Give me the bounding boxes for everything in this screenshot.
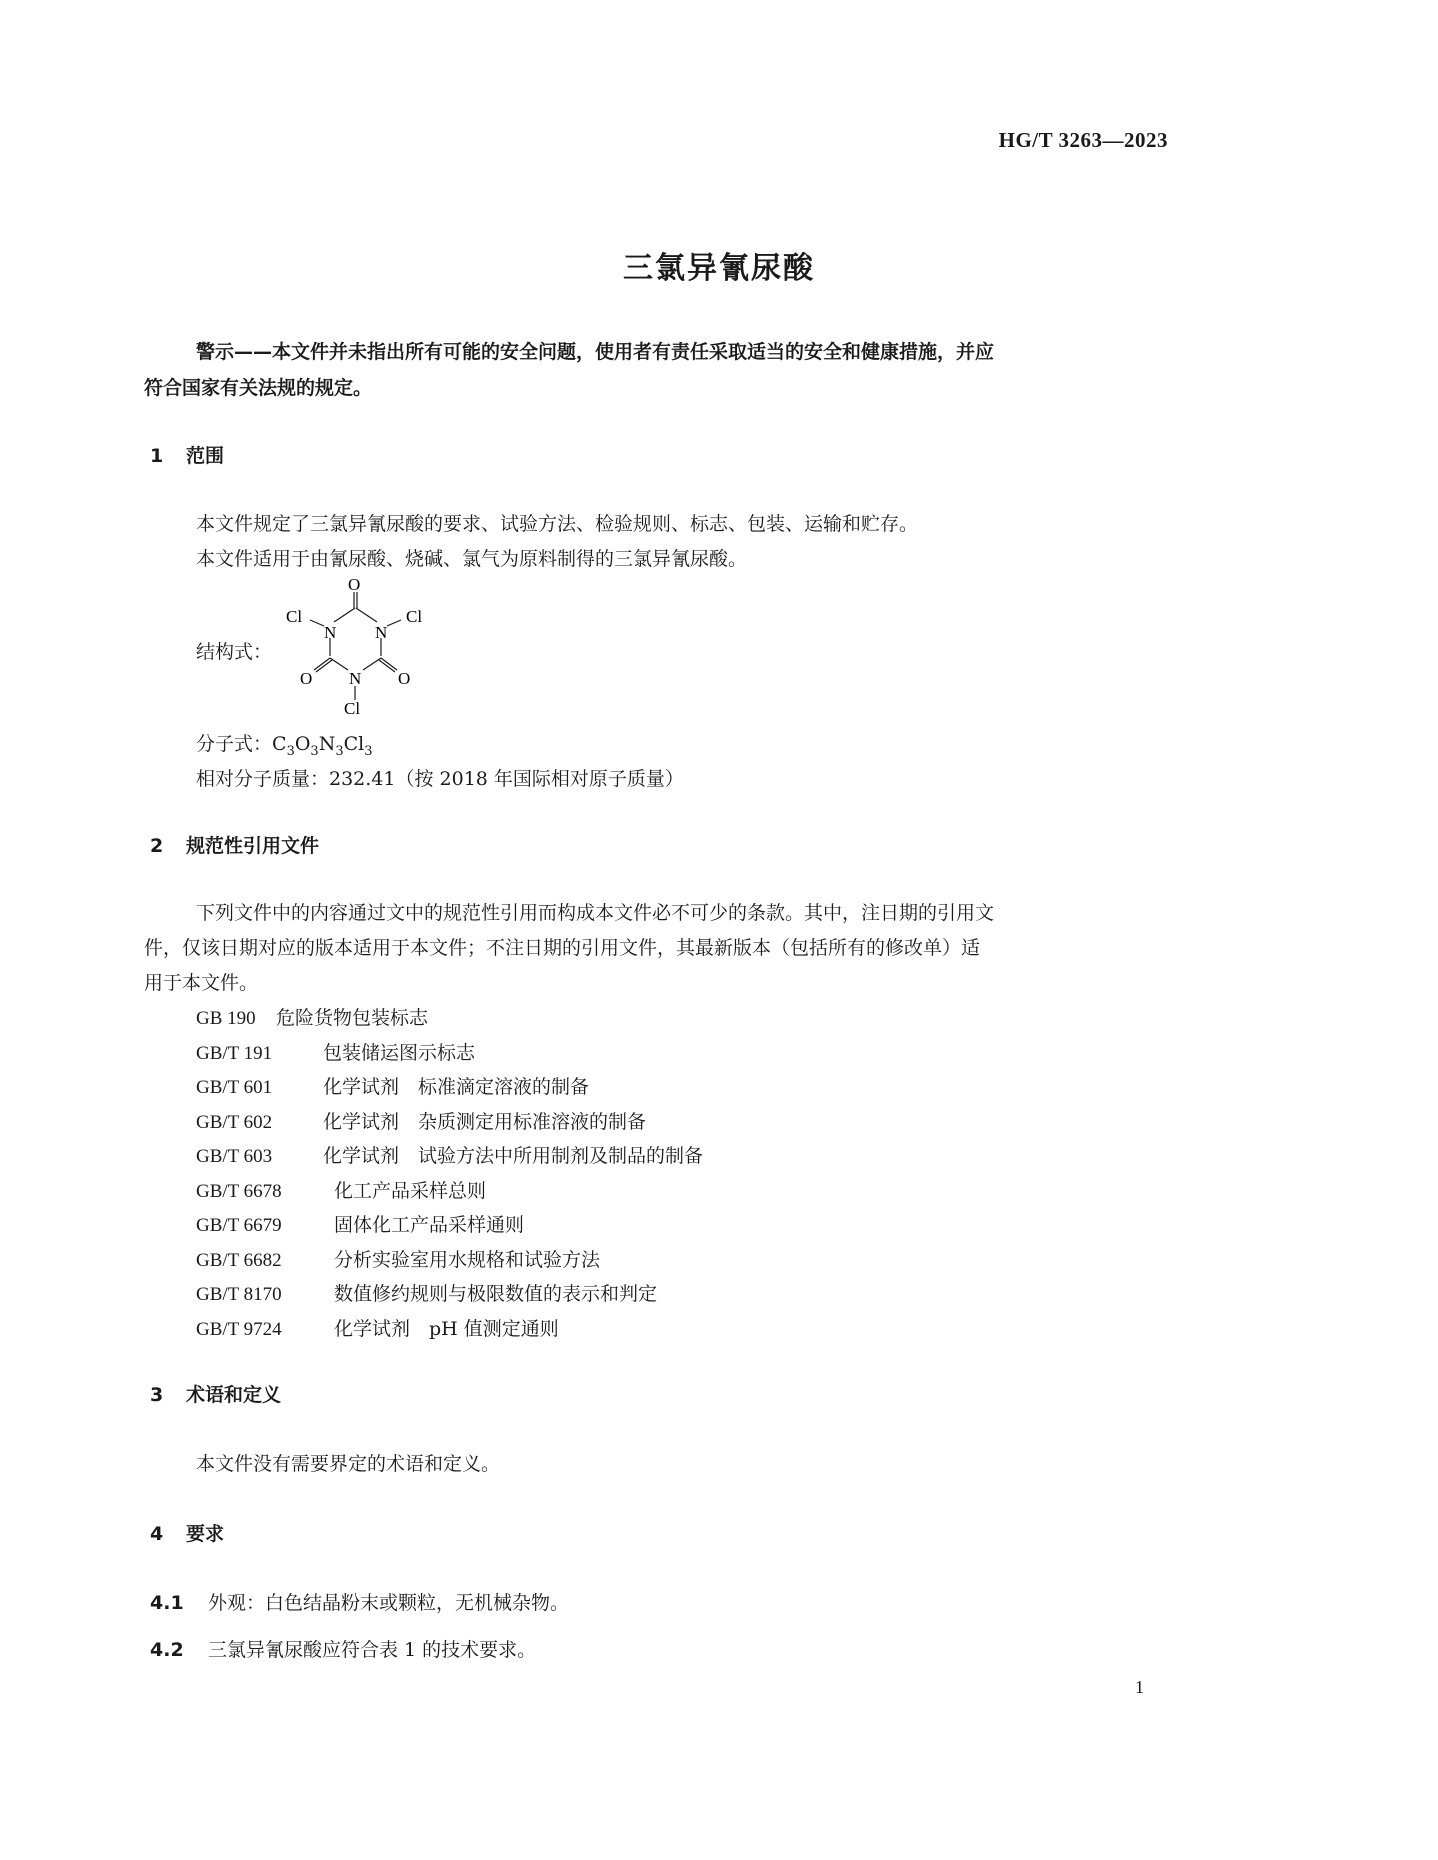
- atom-cl-bottom: Cl: [344, 699, 361, 716]
- section-title: 要求: [186, 1523, 225, 1545]
- formula-element-n: N: [318, 733, 336, 755]
- atom-cl-left: Cl: [286, 607, 303, 626]
- requirement-item: [150, 1588, 569, 1615]
- reference-item: [196, 1279, 657, 1306]
- reference-code: GB/T 601: [196, 1077, 273, 1098]
- structure-label: 结构式：: [196, 641, 273, 663]
- requirement-text: 外观：白色结晶粉末或颗粒，无机械杂物。: [208, 1592, 570, 1614]
- reference-item: [196, 1314, 559, 1341]
- formula-subscript: 3: [286, 743, 295, 759]
- requirement-item: [150, 1635, 536, 1662]
- section-number: 3: [150, 1384, 164, 1406]
- reference-code: GB 190: [196, 1008, 256, 1029]
- reference-code: GB/T 9724: [196, 1319, 282, 1340]
- formula-element-c: C: [272, 733, 287, 755]
- reference-code: GB/T 6678: [196, 1181, 282, 1202]
- section-3-heading: [150, 1380, 281, 1407]
- section-2-heading: [150, 831, 319, 858]
- reference-code: GB/T 603: [196, 1146, 273, 1167]
- reference-item: [196, 1210, 524, 1237]
- reference-title: 数值修约规则与极限数值的表示和判定: [334, 1283, 658, 1305]
- atom-cl-right: Cl: [406, 607, 423, 626]
- formula-element-cl: Cl: [343, 733, 365, 755]
- scope-paragraph-1: 本文件规定了三氯异氰尿酸的要求、试验方法、检验规则、标志、包装、运输和贮存。: [196, 513, 919, 535]
- section-title: 术语和定义: [186, 1384, 282, 1406]
- requirement-text: 三氯异氰尿酸应符合表 1 的技术要求。: [208, 1639, 537, 1661]
- reference-title: 化工产品采样总则: [334, 1180, 487, 1202]
- intro-line-3: 用于本文件。: [144, 972, 259, 994]
- reference-title: 分析实验室用水规格和试验方法: [334, 1249, 601, 1271]
- reference-title: 化学试剂 试验方法中所用制剂及制品的制备: [323, 1145, 704, 1167]
- molecular-formula: [196, 729, 373, 759]
- section-number: 1: [150, 445, 164, 467]
- atom-n-right: N: [375, 623, 388, 642]
- section-title: 范围: [186, 445, 225, 467]
- reference-code: GB/T 191: [196, 1043, 273, 1064]
- requirement-number: 4.2: [150, 1639, 184, 1661]
- section-number: 4: [150, 1523, 164, 1545]
- warning-line-1: 警示——本文件并未指出所有可能的安全问题，使用者有责任采取适当的安全和健康措施，并应: [196, 341, 995, 363]
- reference-title: 危险货物包装标志: [276, 1007, 429, 1029]
- atom-n-bottom: N: [349, 669, 362, 688]
- intro-line-1: 下列文件中的内容通过文中的规范性引用而构成本文件必不可少的条款。其中，注日期的引用文: [196, 902, 995, 924]
- atom-o-left: O: [300, 669, 313, 688]
- formula-subscript: 3: [335, 743, 344, 759]
- section-1-heading: [150, 441, 224, 468]
- page-number: 1: [1135, 1677, 1144, 1697]
- reference-item: [196, 1141, 703, 1168]
- references-intro: [144, 896, 1170, 1001]
- atom-o-top: O: [348, 576, 361, 594]
- terms-paragraph: 本文件没有需要界定的术语和定义。: [196, 1453, 501, 1475]
- intro-line-2: 件，仅该日期对应的版本适用于本文件；不注日期的引用文件，其最新版本（包括所有的修改单）适: [144, 937, 981, 959]
- reference-item: [196, 1245, 600, 1272]
- section-4-heading: [150, 1519, 224, 1546]
- reference-code: GB/T 602: [196, 1112, 273, 1133]
- safety-warning: [144, 334, 1170, 406]
- page-title: 三氯异氰尿酸: [623, 251, 815, 286]
- reference-code: GB/T 6682: [196, 1250, 282, 1271]
- reference-item: [196, 1072, 589, 1099]
- reference-code: GB/T 8170: [196, 1284, 282, 1305]
- document-code: HG/T 3263—2023: [998, 128, 1168, 152]
- reference-code: GB/T 6679: [196, 1215, 282, 1236]
- formula-subscript: 3: [364, 743, 373, 759]
- reference-item: [196, 1003, 428, 1030]
- atom-n-left: N: [324, 623, 337, 642]
- warning-line-2: 符合国家有关法规的规定。: [144, 377, 373, 399]
- section-number: 2: [150, 835, 164, 857]
- molecular-mass: 相对分子质量：232.41（按 2018 年国际相对原子质量）: [196, 768, 684, 790]
- scope-paragraph-2: 本文件适用于由氰尿酸、烧碱、氯气为原料制得的三氯异氰尿酸。: [196, 548, 748, 570]
- formula-element-o: O: [294, 733, 311, 755]
- atom-o-right: O: [398, 669, 411, 688]
- reference-item: [196, 1038, 475, 1065]
- reference-title: 化学试剂 标准滴定溶液的制备: [323, 1076, 590, 1098]
- reference-item: [196, 1176, 486, 1203]
- reference-title: 化学试剂 pH 值测定通则: [334, 1318, 559, 1340]
- formula-label: 分子式：: [196, 733, 273, 755]
- formula-subscript: 3: [310, 743, 319, 759]
- reference-title: 固体化工产品采样通则: [334, 1214, 525, 1236]
- reference-title: 包装储运图示标志: [323, 1042, 476, 1064]
- requirement-number: 4.1: [150, 1592, 184, 1614]
- reference-title: 化学试剂 杂质测定用标准溶液的制备: [323, 1111, 647, 1133]
- structural-formula-diagram: [282, 576, 432, 716]
- reference-item: [196, 1107, 646, 1134]
- section-title: 规范性引用文件: [186, 835, 320, 857]
